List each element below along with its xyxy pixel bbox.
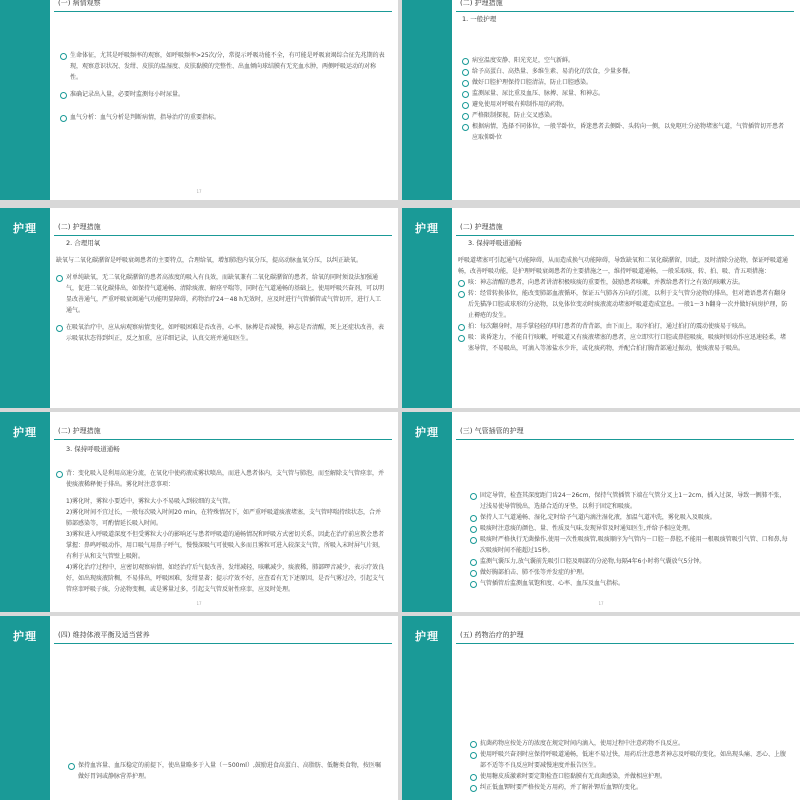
paragraph: 做好胸部拍击、肺不张等并发症的护理。	[470, 567, 788, 578]
slide-content	[458, 238, 788, 354]
paragraph: 做好口腔护理保持口腔清洁，防止口腔感染。	[462, 77, 788, 88]
slide-8	[402, 616, 800, 800]
paragraph: 使用呼吸兴奋剂时应保持呼吸道通畅，低速不易过快，用药后注意患者神志及呼吸的变化，如出现头痛、恶心、上腹部不适等不良反应时要减慢速度并报告医生。	[470, 749, 788, 771]
slide-band	[0, 412, 50, 612]
paragraph: 吸痰时注意痰的颜色、量、性质及气味,发现异常及时通知医生,并给予相应处理。	[470, 523, 788, 534]
paragraph: 呼吸道堵塞可引起通气功能障碍，从而造成换气功能障碍，导致缺氧和二氧化碳潴留，因此，及时清除分泌物，保证呼吸道通畅，改善呼吸功能，是护理呼吸衰竭患者的主要措施之一，维持呼吸道通畅，一般采取咳、转、拍、吸、背五项措施：	[458, 257, 789, 275]
slide-title: (二) 护理措施	[456, 0, 794, 12]
paragraph: 准确记录出入量，必要时监测每小时尿量。	[60, 89, 386, 100]
paragraph: 缺氧与二氧化碳潴留是呼吸衰竭患者的主要特点，合理给氧，增加肺泡内氧分压，提高动脉血氧分压，以纠正缺氧。	[56, 257, 363, 264]
paragraph: 吸痰时严格执行无菌操作,使用一次性吸痰管,吸痰顺序为气管内－口腔－鼻腔,不能用一根吸痰管吸引气管、口和鼻,每次吸痰时间不能超过15秒。	[470, 534, 788, 556]
slide-2	[402, 0, 800, 200]
page-number: 17	[196, 189, 202, 194]
slide-band	[402, 412, 452, 612]
slide-band	[0, 0, 50, 200]
paragraph: 3)雾粒进入呼吸道深度不但受雾粒大小的影响还与患者呼吸道的通畅情况和呼吸方式密切关系，因此在治疗前应教会患者掌握：鼻鸣呼吸动作，用口吸气用鼻子呼气，慢慢深吸气可使吸入多而且雾粒可进入较深支气管，所吸入末时屏气片刻，有利于从和支气管壁上吸附。	[66, 531, 385, 560]
paragraph: 在吸氧治疗中，应从病观察病情变化，如呼吸困难是否改善，心率、脉搏是否减慢，神志是否清醒，死上还症状改善，表示吸氧状态得到纠正，反之加重，应详细记录，认真交班并通知医生。	[56, 322, 386, 344]
paragraph: 1)雾化时，雾粒小要适中，雾粒大小不易吸入到较细的支气管。	[66, 498, 235, 505]
slide-label: 护理	[13, 630, 37, 643]
paragraph: 气管插管后监测血氧饱和度、心率、血压及血气指标。	[470, 578, 788, 589]
paragraph: 吸：谈昏迷力，不能自行咳嗽，呼吸道又有痰液堵塞的患者，应立即实行口腔或鼻腔吸痰，吸痰时则动作应迅速轻柔，堵塞导管，不易吸出，可滴入等渗盐水少许，或化痰药物，并配合拍打胸背部通过振动，使痰液易于吸出。	[458, 332, 788, 354]
slide-title: (三) 气管插管的护理	[456, 420, 794, 440]
slide-title: (四) 维持体液平衡及适当营养	[54, 624, 392, 644]
page-number: 17	[598, 601, 604, 606]
paragraph: 保持血容量、血压稳定的前提下，使出量略多于入量（－500ml）,鼓励进食高蛋白、高脂肪、低糖类食物，按医嘱做好胃饲或静脉营养护理。	[68, 760, 386, 782]
slide-band	[0, 208, 50, 408]
slide-content	[470, 490, 788, 589]
paragraph: 严格限制探视，防止交叉感染。	[462, 110, 788, 121]
slide-title: (二) 护理措施	[54, 216, 392, 236]
slide-label: 护理	[415, 630, 439, 643]
paragraph: 4)雾化治疗过程中，应密切观察病情，如经治疗后气促改善，发绀减轻，咳嗽减少，痰液稀，肺部啰音减少，表示疗效良好，如出现痰液阶稠，不易排出，呼吸困难，发绀显著；提示疗效不好，应查看有无下述原因，是否气雾过冷，引起支气管痉挛呼吸子痰，分泌物变稠，或是雾量过多，引起支气管反射性痉挛，应及时处理。	[66, 564, 385, 593]
paragraph: 生命体征，尤其是呼吸频率的观察，如呼吸频率>25次/分，常提示呼吸功能不全，有可能是呼吸衰竭综合征先兆期的表现，观察意识状况、发绀、皮肤的温湿度、皮肤黏膜的完整性、出血倾向球结膜有无充血水肿，两侧呼吸运动的对称性。	[60, 50, 386, 83]
paragraph: 根据病情，选择不同体位，一般半卧位，昏迷患者去侧卧、头转向一侧，以免呕吐分泌物堵塞气道，气管插管切开患者应取仰卧位	[462, 121, 788, 143]
slide-label: 护理	[13, 222, 37, 235]
slide-content	[68, 760, 386, 782]
slide-label: 护理	[13, 426, 37, 439]
section-subtitle: 1. 一般护理	[462, 15, 497, 23]
section-subtitle: 3. 保持呼吸道通畅	[468, 239, 522, 247]
slide-label: 护理	[415, 426, 439, 439]
paragraph: 咳：神志清醒的患者，向患者讲清积极咳痰的重要性，鼓励患者咳嗽，并教给患者行之有效的咳嗽方法。	[458, 277, 788, 288]
section-subtitle: 2. 合理用氧	[66, 239, 101, 247]
paragraph: 病室温度安静、阳光充足，空气新鲜。	[462, 55, 788, 66]
slide-content	[462, 14, 788, 143]
paragraph: 使用糖皮质激素时要定期检查口腔黏膜有无真菌感染，并做相应护理。	[470, 771, 788, 782]
paragraph: 固定导管，检查其深度距门齿24－26cm，保持气管插管下端在气管分叉上1－2cm，插入过深，导致一侧肺不张，过浅易使导管脱出，选择合适的牙垫，以利于固定和吸痰。	[470, 490, 788, 512]
slide-content	[56, 238, 386, 344]
slide-3	[0, 208, 398, 408]
section-subtitle: 3. 保持呼吸道通畅	[66, 445, 120, 453]
paragraph: 对单纯缺氧，无二氧化碳潴留的患者高浓度的吸入有良效，而缺氧兼有二氧化碳潴留的患者，给氧的同时须设法加强通气，促进二氧化碳排出，如保持气道通畅、清除痰液、解痉平喘等，同时在气道通畅的基础上，使用呼吸兴奋剂，可以明显改善通气，严重呼吸衰竭通气功能明显障碍，药物治疗24－48 h无效时，应及时进行气管插管或气管切开，进行人工通气。	[56, 272, 386, 316]
paragraph: 抗菌药物应按处方的浓度在规定时间内滴入，使用过程中注意药物不良反应。	[470, 738, 788, 749]
paragraph: 拍：每次翻身时，用手掌轻轻的叩打患者的背背部，由下而上，取序拍打，通过拍打的震动使痰易于咳出。	[458, 321, 788, 332]
slide-band	[402, 0, 452, 200]
slide-title: (一) 病情观察	[54, 0, 392, 12]
paragraph: 给予高蛋白、高热量、多维生素、易消化的饮食，少量多餐。	[462, 66, 788, 77]
paragraph: 监测气囊压力,放气囊前先吸引口腔及咽部的分泌物,每隔4年6小时将气囊放气5分钟。	[470, 556, 788, 567]
slide-1	[0, 0, 398, 200]
paragraph: 转：经常转换体位，能改变肺部血液循环，保证五气肺各方向的引流，以利于支气管分泌物的排出，但对谵语患者有翻身后先猫净口腔或球形的分泌物，以免体位变动时痰液流动堵塞呼吸道造成窒息。一般1～3 h翻身一次并做好病房护理，防止褥疮的发生。	[458, 288, 788, 321]
slide-title: (二) 护理措施	[456, 216, 794, 236]
slide-title: (二) 护理措施	[54, 420, 392, 440]
slide-5	[0, 412, 398, 612]
slide-content	[56, 445, 386, 595]
paragraph: 避免使用对呼吸有抑制作用的药物。	[462, 99, 788, 110]
slide-4	[402, 208, 800, 408]
paragraph: 背：变化吸入是利用高速分流，在氧化中使药液成雾状喷出，而进入患者体内，支气管与肺泡，而至解除支气管痉挛，并使痰液稀释便于排出。雾化时注意事项：	[56, 468, 386, 490]
slide-title: (五) 药物治疗的护理	[456, 624, 794, 644]
page-number: 17	[196, 601, 202, 606]
slide-band	[402, 208, 452, 408]
slide-6	[402, 412, 800, 612]
paragraph: 纠正低血钾时要严格按处方用药，并了解补钾后血钾的变化。	[470, 782, 788, 793]
slide-content	[470, 738, 788, 793]
paragraph: 监测尿量、尿比重及血压、脉搏、尿量、和神志。	[462, 88, 788, 99]
slide-label: 护理	[415, 222, 439, 235]
slide-7	[0, 616, 398, 800]
paragraph: 2)雾化时间不宜过长，一般每次吸入时间20 min，在特殊情况下，如严重呼吸道痰液堵塞，支气管哮喘持续状态，合并肺部感染等，可酌情延长吸入时间。	[66, 509, 382, 527]
slide-content	[60, 50, 386, 123]
paragraph: 保持人工气道通畅、湿化,定时给予气道内滴注湿化液，加温气道冲洗，雾化吸入及吸痰。	[470, 512, 788, 523]
paragraph: 血气分析：血气分析是判断病情，指导治疗的重要指标。	[60, 112, 386, 123]
